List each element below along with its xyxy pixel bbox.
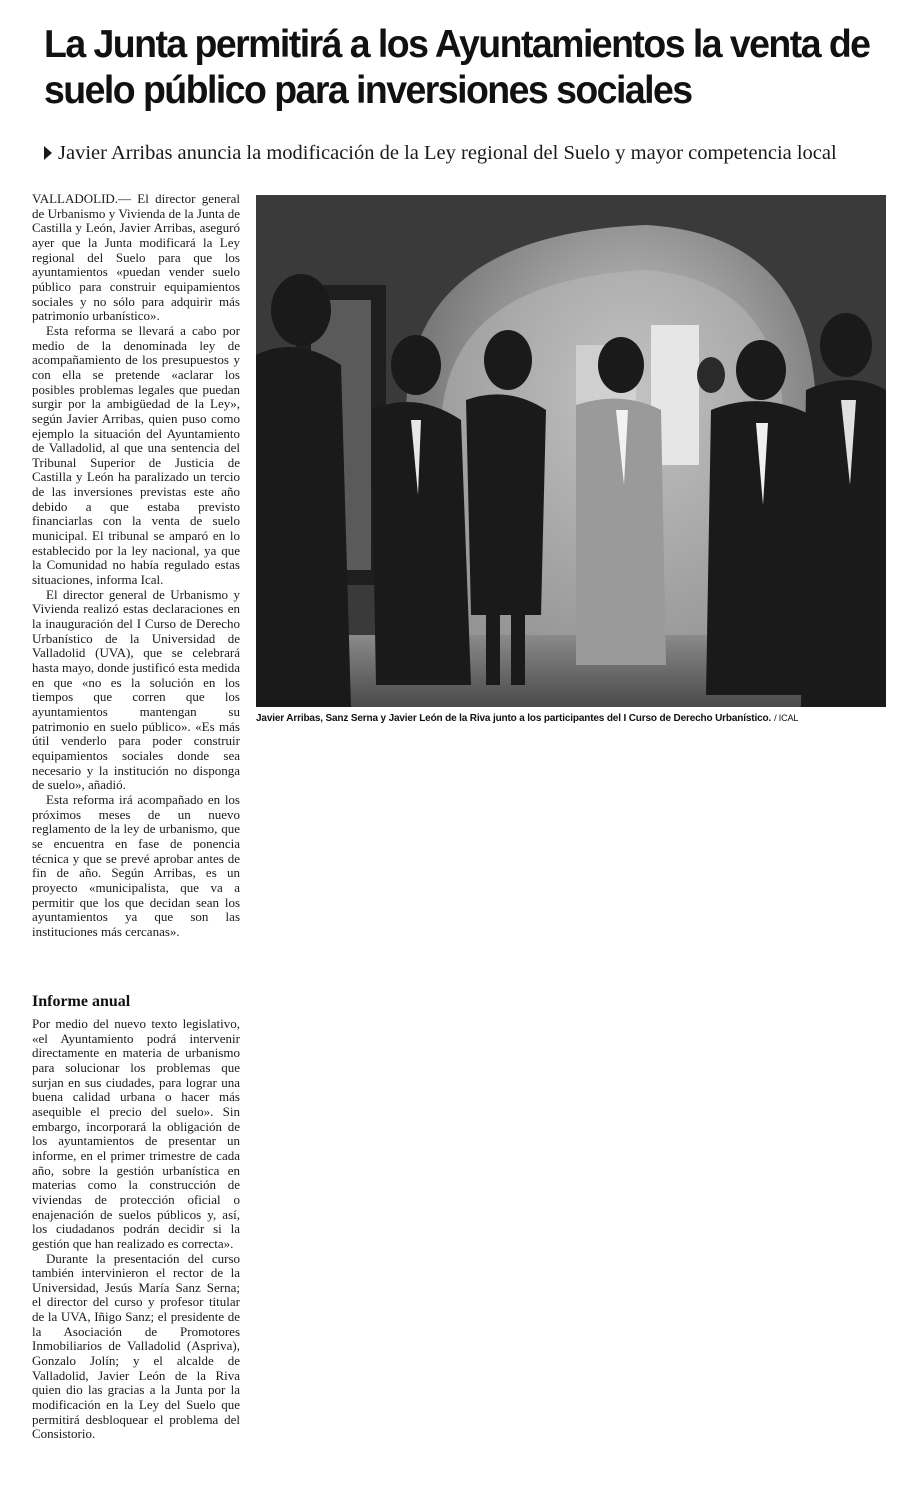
photo-credit: / ICAL <box>774 713 799 723</box>
bullet-triangle-icon <box>44 146 52 160</box>
photo-caption-text: Javier Arribas, Sanz Serna y Javier León de la Riva junto a los participantes del I Curso de Derecho Urbanístico. <box>256 713 772 724</box>
paragraph: El director general de Urbanismo y Vivienda realizó estas declaraciones en la inauguración del I Curso de Derecho Urbanístico de la Universidad de Valladolid (UVA), que se celebrará hasta mayo, donde justificó esta medida en que «no es la solución en los tiempos que corren que los ayuntamientos mantengan su patrimonio en suelo público». «Es más útil venderlo para poder construir equipamientos sociales donde sea necesario y la institución no disponga de suelo», añadió. <box>32 586 240 793</box>
subheadline-text: Javier Arribas anuncia la modificación de la Ley regional del Suelo y mayor competencia local <box>58 142 837 164</box>
paragraph: Por medio del nuevo texto legislativo, «el Ayuntamiento podrá intervenir directamente en materia de urbanismo para solucionar los problemas que surjan en sus ciudades, para lograr una buena calidad urbana o hacer más asequible el precio del suelo». Sin embargo, incorporará la obligación de los ayuntamientos de presentar un informe, en el primer trimestre de cada año, sobre la gestión urbanística en materias como la construcción de viviendas de protección oficial o enajenación de suelos públicos y, así, los ciudadanos podrán decidir si la gestión que han realizado es correcta». <box>32 1016 240 1251</box>
news-photo <box>256 195 886 707</box>
paragraph: VALLADOLID.— El director general de Urbanismo y Vivienda de la Junta de Castilla y León, Javier Arribas, aseguró ayer que la Junta modificará la Ley regional del Suelo para que los ayuntamientos «puedan vender suelo público para construir equipamientos sociales y no sólo para adquirir más patrimonio urbanístico». <box>32 191 240 324</box>
paragraph: Durante la presentación del curso también intervinieron el rector de la Universidad, Jesús María Sanz Serna; el director del curso y profesor titular de la UVA, Iñigo Sanz; el presidente de la Asociación de Promotores Inmobiliarios de Valladolid (Aspriva), Gonzalo Jolín; y el alcalde de Valladolid, Javier León de la Riva quien dio las gracias a la Junta por la modificación en la Ley del Suelo que permitirá desbloquear el problema del Consistorio. <box>32 1250 240 1442</box>
photo-caption <box>256 712 896 725</box>
paragraph: Esta reforma irá acompañado en los próximos meses de un nuevo reglamento de la ley de urbanismo, que se encuentra en fase de ponencia técnica y que se prevé aprobar antes de fin de año. Según Arribas, es un proyecto «municipalista, que va a permitir que los que decidan sean los ayuntamientos ya que son las instituciones más cercanas». <box>32 791 240 939</box>
article-column-2 <box>32 1017 240 1442</box>
subheadline <box>44 140 904 166</box>
article-column-1 <box>32 192 240 939</box>
photo-illustration <box>256 195 886 707</box>
section-heading: Informe anual <box>32 993 131 1010</box>
headline: La Junta permitirá a los Ayuntamientos la venta de suelo público para inversiones sociales <box>44 23 870 112</box>
paragraph: Esta reforma se llevará a cabo por medio de la denominada ley de acompañamiento de los presupuestos y con ella se pretende «aclarar los posibles problemas legales que puedan surgir por la ambigüedad de la Ley», según Javier Arribas, quien puso como ejemplo la situación del Ayuntamiento de Valladolid, al que una sentencia del Tribunal Superior de Justicia de Castilla y León ha paralizado un tercio de las inversiones previstas este año debido a que estaba previsto financiarlas con la venta de suelo municipal. El tribunal se amparó en lo establecido por la ley nacional, ya que la Comunidad no había regulado estas situaciones, informa Ical. <box>32 322 240 588</box>
